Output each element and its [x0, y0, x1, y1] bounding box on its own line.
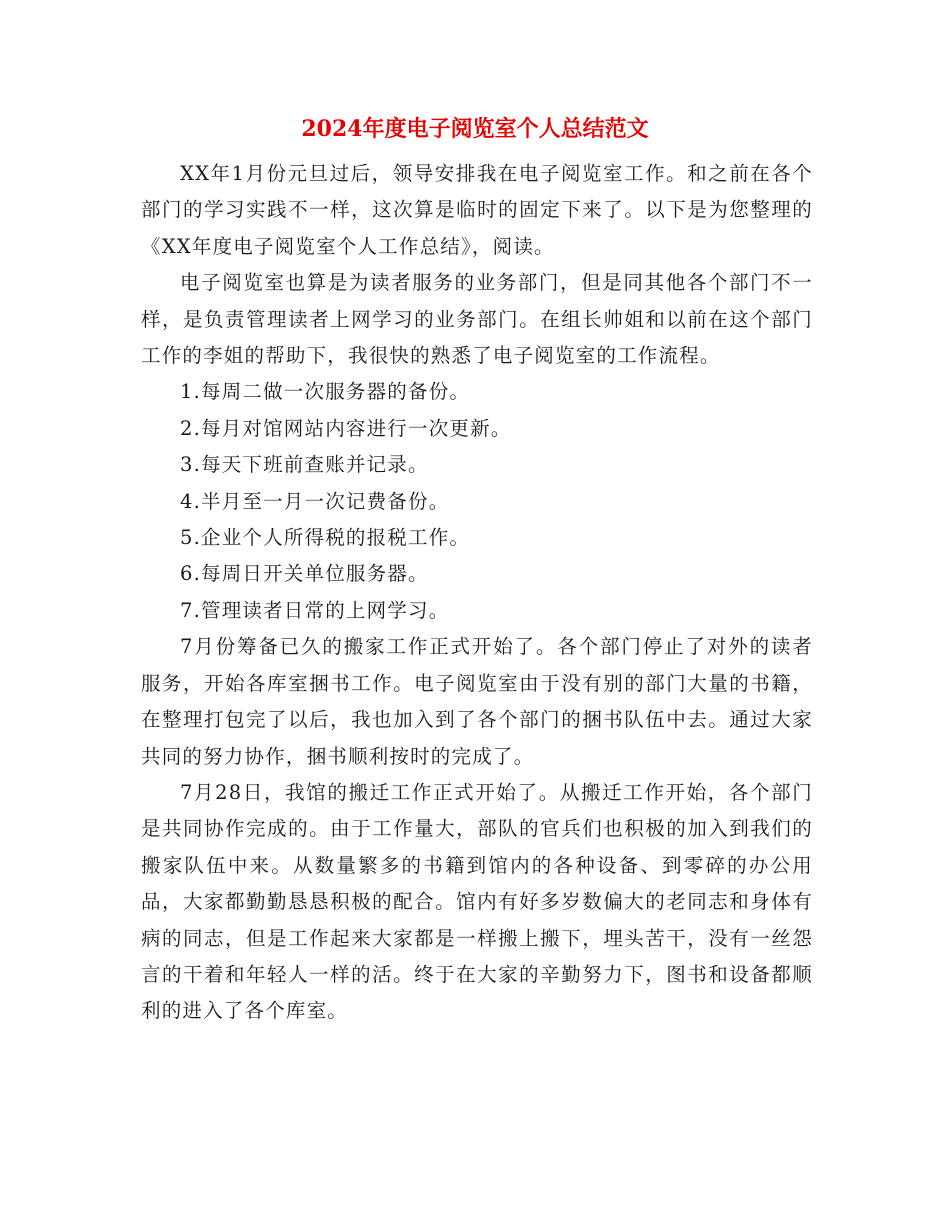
- duty-item-2: 2.每月对馆网站内容进行一次更新。: [180, 416, 512, 440]
- duty-item-5: 5.企业个人所得税的报税工作。: [180, 526, 471, 550]
- duty-item-6: 6.每周日开关单位服务器。: [180, 562, 429, 586]
- intro-paragraph-2: 电子阅览室也算是为读者服务的业务部门，但是同其他各个部门不一样，是负责管理读者上网学习的业务部门。在组长帅姐和以前在这个部门工作的李姐的帮助下，我很快的熟悉了电子阅览室的工作流程。: [141, 271, 813, 368]
- duty-item-4: 4.半月至一月一次记费备份。: [180, 489, 450, 513]
- intro-paragraph-1: XX年1月份元旦过后，领导安排我在电子阅览室工作。和之前在各个部门的学习实践不一样，这次算是临时的固定下来了。以下是为您整理的《XX年度电子阅览室个人工作总结》，阅读。: [141, 162, 813, 258]
- document-title: 2024年度电子阅览室个人总结范文: [301, 116, 649, 142]
- moving-paragraph-1: 7月份筹备已久的搬家工作正式开始了。各个部门停止了对外的读者服务，开始各库室捆书工作。电子阅览室由于没有别的部门大量的书籍，在整理打包完了以后，我也加入到了各个部门的捆书队伍中去。通过大家共同的努力协作，捆书顺利按时的完成了。: [141, 635, 813, 768]
- duty-item-1: 1.每周二做一次服务器的备份。: [180, 380, 471, 404]
- duty-item-3: 3.每天下班前查账并记录。: [180, 453, 429, 477]
- duty-item-7: 7.管理读者日常的上网学习。: [180, 598, 450, 622]
- moving-paragraph-2: 7月28日，我馆的搬迁工作正式开始了。从搬迁工作开始，各个部门是共同协作完成的。由于工作量大，部队的官兵们也积极的加入到我们的搬家队伍中来。从数量繁多的书籍到馆内的各种设备、到零碎的办公用品，大家都勤勤恳恳积极的配合。馆内有好多岁数偏大的老同志和身体有病的同志，但是工作起来大家都是一样搬上搬下，埋头苦干，没有一丝怨言的干着和年轻人一样的活。终于在大家的辛勤努力下，图书和设备都顺利的进入了各个库室。: [141, 780, 813, 1023]
- document-body: [141, 156, 813, 1030]
